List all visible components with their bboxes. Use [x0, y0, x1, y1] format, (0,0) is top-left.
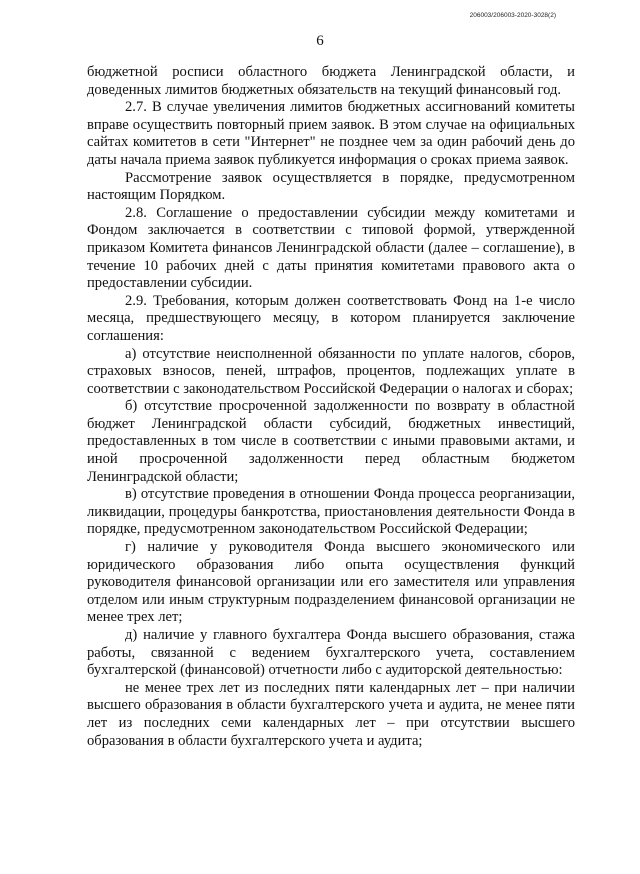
paragraph-item-b: б) отсутствие просроченной задолженности по возврату в областной бюджет Ленинградской области субсидий, бюджетных инвестиций, предоставленных в том числе в соответствии с иными правовыми актами, и иной просроченной задолженности перед областным бюджетом Ленинградской области; [87, 398, 575, 485]
document-body [87, 64, 575, 750]
paragraph-item-a: а) отсутствие неисполненной обязанности по уплате налогов, сборов, страховых взносов, пеней, штрафов, процентов, подлежащих уплате в соответствии с законодательством Российской Федерации о налогах и сборах; [87, 345, 575, 397]
paragraph-2-8: 2.8. Соглашение о предоставлении субсидии между комитетами и Фондом заключается в соответствии с типовой формой, утвержденной приказом Комитета финансов Ленинградской области (далее – соглашение), в течение 10 рабочих дней с даты принятия комитетами правового акта о предоставлении субсидии. [87, 204, 575, 292]
paragraph-experience-terms: не менее трех лет из последних пяти календарных лет – при наличии высшего образования в области бухгалтерского учета и аудита, не менее пяти лет из последних семи календарных лет – при отсутствии высшего образования в области бухгалтерского учета и аудита; [87, 679, 575, 749]
document-id: 206003/206003-2020-3028(2) [469, 12, 556, 19]
paragraph-item-g: г) наличие у руководителя Фонда высшего экономического или юридического образования либо опыта осуществления функций руководителя финансовой организации или его заместителя или управления отделом или иным структурным подразделением финансовой организации не менее трех лет; [87, 539, 575, 626]
page-number: 6 [316, 33, 324, 49]
paragraph-budget-continuation: бюджетной росписи областного бюджета Ленинградской области, и доведенных лимитов бюджетных обязательств на текущий финансовый год. [87, 64, 575, 98]
paragraph-item-v: в) отсутствие проведения в отношении Фонда процесса реорганизации, ликвидации, процедуры банкротства, приостановления деятельности Фонда в порядке, предусмотренном законодательством Российской Федерации; [87, 486, 575, 538]
paragraph-item-d: д) наличие у главного бухгалтера Фонда высшего образования, стажа работы, связанной с ведением бухгалтерского учета, составлением бухгалтерской (финансовой) отчетности либо с аудиторской деятельностью: [87, 627, 575, 679]
paragraph-review-order: Рассмотрение заявок осуществляется в порядке, предусмотренном настоящим Порядком. [87, 169, 575, 204]
paragraph-2-7: 2.7. В случае увеличения лимитов бюджетных ассигнований комитеты вправе осуществить повторный прием заявок. В этом случае на официальных сайтах комитетов в сети "Интернет" не позднее чем за один рабочий день до даты начала приема заявок публикуется информация о сроках приема заявок. [87, 99, 575, 168]
paragraph-2-9: 2.9. Требования, которым должен соответствовать Фонд на 1-е число месяца, предшествующего месяцу, в котором планируется заключение соглашения: [87, 292, 575, 344]
